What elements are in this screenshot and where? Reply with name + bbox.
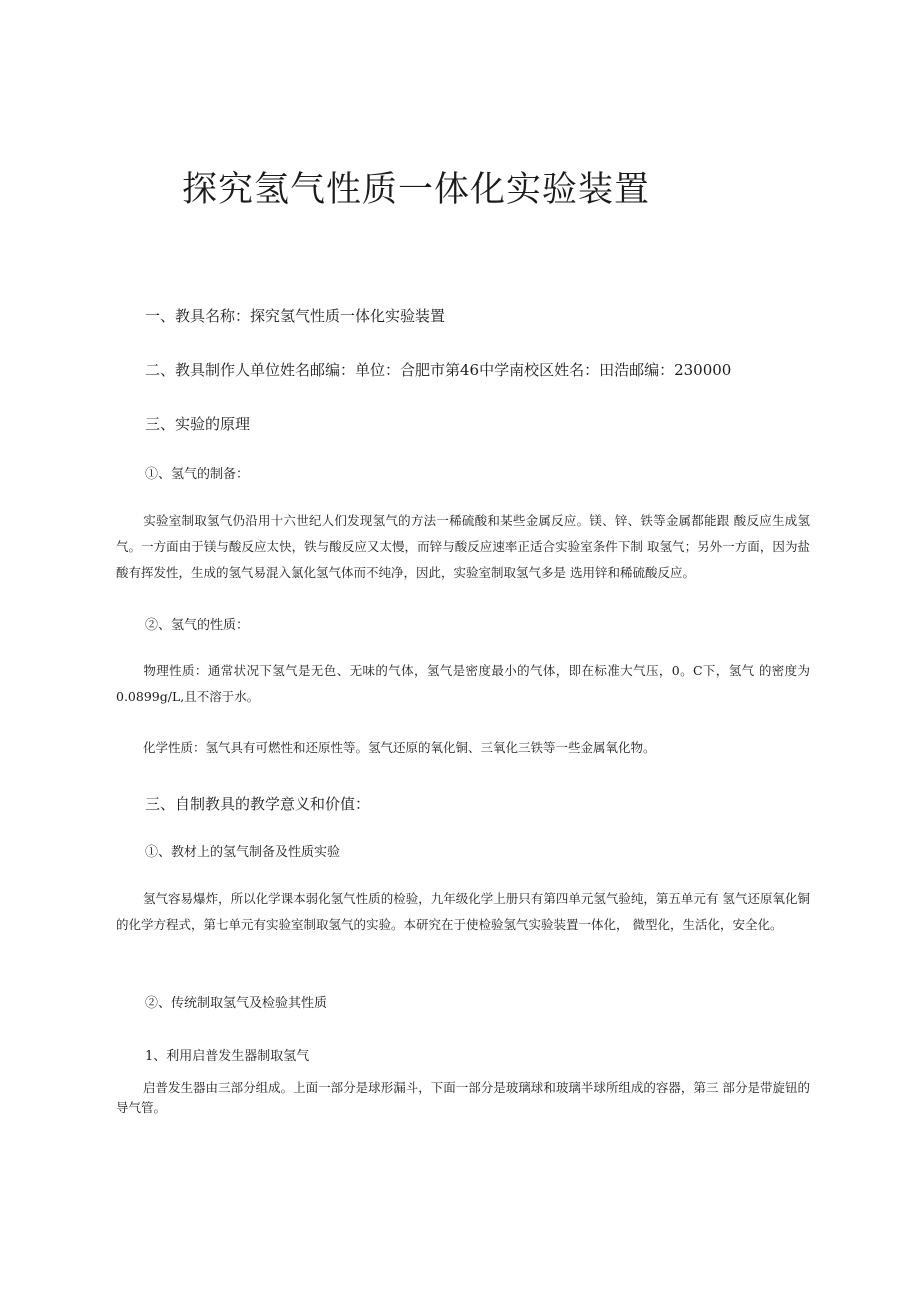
subsection-heading-hydrogen-preparation: ①、氢气的制备： [145,467,250,482]
subsection-heading-traditional-method: ②、传统制取氢气及检验其性质 [145,996,328,1011]
section-heading-3: 三、实验的原理 [145,415,251,433]
paragraph-physical-properties-text: 物理性质：通常状况下氢气是无色、无味的气体，氢气是密度最小的气体，即在标准大气压，0。C下，氢气 的密度为0.0899g∕L,且不溶于水。 [116,663,810,704]
paragraph-teaching-value-text: 氢气容易爆炸，所以化学课本弱化氢气性质的检验，九年级化学上册只有第四单元氢气验纯，第五单元有 氢气还原氧化铜的化学方程式，第七单元有实验室制取氢气的实验。本研究在于使检验氢气实验装置一体化， 微型化，生活化，安全化。 [116,891,810,932]
item-heading-kipp-apparatus: 1、利用启普发生器制取氢气 [145,1049,310,1064]
paragraph-preparation [116,508,810,586]
section-heading-4: 三、自制教具的教学意义和价值： [145,795,371,813]
paragraph-physical-properties [116,658,810,710]
section-heading-1: 一、教具名称：探究氢气性质一体化实验装置 [145,307,446,325]
document-title: 探究氢气性质一体化实验装置 [182,170,651,210]
paragraph-preparation-text: 实验室制取氢气仍沿用十六世纪人们发现氢气的方法一稀硫酸和某些金属反应。镁、锌、铁等金属都能跟 酸反应生成氢气。一方面由于镁与酸反应太快，铁与酸反应又太慢，而锌与酸反应速率正适合实验室条件下制 取氢气；另外一方面，因为盐酸有挥发性，生成的氢气易混入氯化氢气体而不纯净，因此，实验室制取氢气多是 选用锌和稀硫酸反应。 [116,513,810,580]
paragraph-kipp-apparatus [116,1078,810,1118]
paragraph-chemical-properties-text: 化学性质：氢气具有可燃性和还原性等。氢气还原的氧化铜、三氧化三铁等一些金属氧化物。 [143,740,656,755]
subsection-heading-textbook-experiment: ①、教材上的氢气制备及性质实验 [145,845,341,860]
paragraph-kipp-apparatus-text: 启普发生器由三部分组成。上面一部分是球形漏斗，下面一部分是玻璃球和玻璃半球所组成的容器，第三 部分是带旋钮的导气管。 [116,1080,810,1115]
paragraph-chemical-properties [116,735,810,761]
section-heading-2: 二、教具制作人单位姓名邮编：单位：合肥市第46中学南校区姓名：田浩邮编：230000 [145,361,732,379]
subsection-heading-hydrogen-properties: ②、氢气的性质： [145,618,250,633]
paragraph-teaching-value [116,886,810,938]
